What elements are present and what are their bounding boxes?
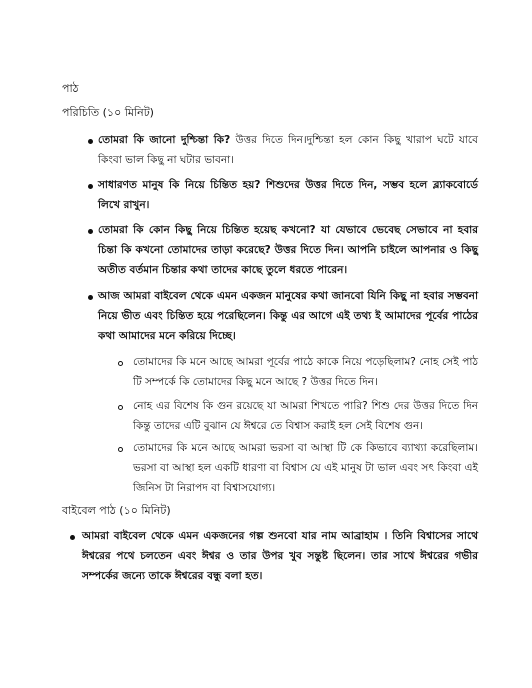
bullet-circle-icon xyxy=(118,447,123,452)
bullet-dot-icon xyxy=(88,229,93,234)
intro-bullet-2: সাধারণত মানুষ কি নিয়ে চিন্তিত হয়? শিশুদের উত্তর দিতে দিন, সম্ভব হলে ব্ল্যাকবোর্ডে লিখে রাখুন। xyxy=(98,179,478,211)
bullet-dot-icon xyxy=(70,535,75,540)
sub-bullet-2: নোহ এর বিশেষ কি গুন রয়েছে যা আমরা শিখতে পারি? শিশু দের উত্তর দিতে দিন কিন্তু তাদের এটি বুঝান যে ঈশ্বরে তে বিশ্বাস করাই হল সেই বিশেষ গুন। xyxy=(133,400,478,432)
intro-bullet-4: আজ আমরা বাইবেল থেকে এমন একজন মানুষের কথা জানবো যিনি কিছু না হবার সম্ভবনা নিয়ে ভীত এবং চিন্তিত হয়ে পরেছিলেন। কিন্তু এর আগে এই তথ্য ই আমাদের পূর্বের পাঠের কথা আমাদের মনে করিয়ে দিচ্ছে। xyxy=(98,290,478,342)
intro-bullet-1-text: উত্তর দিতে দিন।দুশ্চিন্তা হল কোন কিছু খারাপ ঘটে যাবে কিংবা ভাল কিছু না ঘটার ভাবনা। xyxy=(98,134,478,166)
bible-heading: বাইবেল পাঠ (১০ মিনিট) xyxy=(62,504,171,517)
bullet-dot-icon xyxy=(88,184,93,189)
intro-bullet-1 xyxy=(98,130,478,170)
bullet-dot-icon xyxy=(88,295,93,300)
bullet-dot-icon xyxy=(88,139,93,144)
bible-bullet-1: আমরা বাইবেল থেকে এমন একজনের গল্প শুনবো যার নাম আব্রাহাম । তিনি বিশ্বাসের সাথে ঈশ্বরের পথে চলতেন এবং ঈশ্বর ও তার উপর খুব সন্তুষ্ট ছিলেন। তার সাথে ঈশ্বরের গভীর সম্পর্কের জন্যে তাকে ঈশ্বরের বন্ধু বলা হত। xyxy=(82,530,478,582)
sub-bullet-3: তোমাদের কি মনে আছে আমরা ভরসা বা আস্থা টি কে কিভাবে ব্যাখ্যা করেছিলাম। ভরসা বা আস্থা হল একটি ধারণা বা বিশ্বাস যে এই মানুষ টা ভাল এবং সৎ কিংবা এই জিনিস টা নিরাপদ বা বিশ্বাসযোগ্য। xyxy=(133,442,478,494)
lesson-title: পাঠ xyxy=(62,82,79,95)
intro-bullet-1-bold: তোমরা কি জানো দুশ্চিন্তা কি? xyxy=(98,134,231,146)
bullet-circle-icon xyxy=(118,361,123,366)
intro-bullet-3: তোমরা কি কোন কিছু নিয়ে চিন্তিত হয়েছ কখনো? যা যেভাবে ভেবেছ সেভাবে না হবার চিন্তা কি কখনো তোমাদের তাড়া করেছে? উত্তর দিতে দিন। আপনি চাইলে আপনার ও কিছু অতীত বর্তমান চিন্তার কথা তাদের কাছে তুলে ধরতে পারেন। xyxy=(98,224,478,276)
sub-bullet-1: তোমাদের কি মনে আছে আমরা পূর্বের পাঠে কাকে নিয়ে পড়েছিলাম? নোহ সেই পাঠ টি সম্পর্কে কি তোমাদের কিছু মনে আছে ? উত্তর দিতে দিন। xyxy=(133,356,478,388)
intro-heading: পরিচিতি (১০ মিনিট) xyxy=(62,106,154,119)
bullet-circle-icon xyxy=(118,405,123,410)
